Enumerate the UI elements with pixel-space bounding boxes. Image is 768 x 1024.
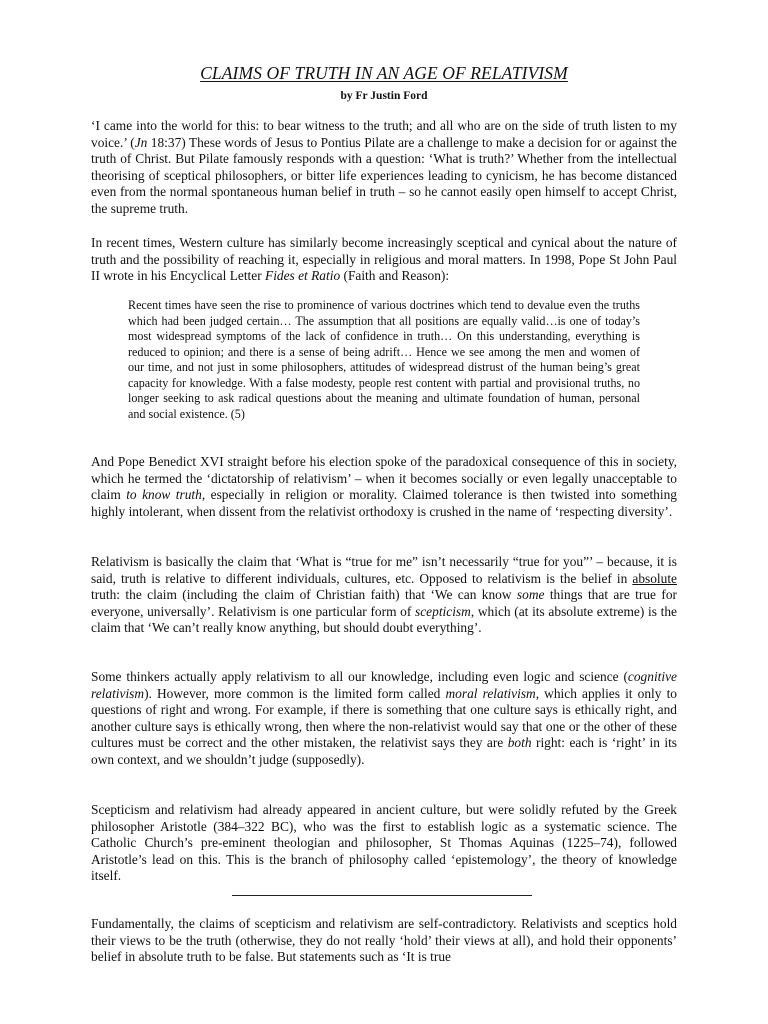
paragraph-5 — [91, 669, 677, 769]
p3-emphasis: to know truth — [126, 487, 202, 503]
p4-underlined: absolute — [632, 570, 677, 586]
document-title: CLAIMS OF TRUTH IN AN AGE OF RELATIVISM — [200, 63, 568, 83]
block-quote: Recent times have seen the rise to prominence of various doctrines which tend to devalue even the truths which had been judged certain… The assumption that all positions are equally valid…is one of today’s most widespread symptoms of the lack of confidence in truth… On this understanding, everything is reduced to opinion; and there is a sense of being adrift… Hence we see among the men and women of our time, and not just in some philosophers, attitudes of widespread distrust of the human being’s great capacity for knowledge. With a false modesty, people rest content with partial and provisional truths, no longer seeking to ask radical questions about the meaning and ultimate foundation of human, personal and social existence. (5) — [128, 298, 640, 421]
p1-text-b: 18:37) These words of Jesus to Pontius Pilate are a challenge to make a decision for or against the truth of Christ. But Pilate famously responds with a question: ‘What is truth?’ Whether from the intellectual theorising of sceptical philosophers, or bitter life experiences leading to cynicism, he has become distanced even from the normal spontaneous human belief in truth – so he cannot easily open himself to accept Christ, the supreme truth. — [91, 134, 677, 216]
p3-text-b: , especially in religion or morality. Claimed tolerance is then twisted into something highly intolerant, when dissent from the relativist orthodoxy is crushed in the name of ‘respecting diversity’. — [91, 487, 677, 519]
paragraph-1 — [91, 118, 677, 218]
p4-text-a: Relativism is basically the claim that ‘What is “true for me” isn’t necessarily “true for you”’ – because, it is said, truth is relative to different individuals, cultures, etc. Opposed to relativism is the belief in — [91, 554, 677, 586]
p5-text-b: ). However, more common is the limited form called — [144, 685, 446, 701]
p4-emphasis-1: some — [516, 587, 545, 603]
paragraph-6: Scepticism and relativism had already appeared in ancient culture, but were solidly refuted by the Greek philosopher Aristotle (384–322 BC), who was the first to establish logic as a systematic science. The Catholic Church’s pre-eminent theologian and philosopher, St Thomas Aquinas (1225–74), followed Aristotle’s lead on this. This is the branch of philosophy called ‘epistemology’, the theory of knowledge itself. — [91, 802, 677, 884]
p5-emphasis-1: cognitive relativism — [91, 669, 677, 701]
paragraph-3 — [91, 454, 677, 520]
document-author: by Fr Justin Ford — [340, 90, 428, 102]
p5-text-c: , which applies it only to questions of right and wrong. For example, if there is something that one culture says is ethically right, and another culture says is ethically wrong, then where the non-relativist would say that one or the other of these cultures must be correct and the other mistaken, the relativist says they are — [91, 685, 678, 751]
paragraph-7: Fundamentally, the claims of scepticism and relativism are self-contradictory. Relativists and sceptics hold their views to be the truth (otherwise, they do not really ‘hold’ their views at all), and hold their opponents’ belief in absolute truth to be false. But statements such as ‘It is true — [91, 916, 677, 965]
p5-emphasis-3: both — [507, 735, 532, 751]
p4-text-c: things that are true for everyone, universally’. Relativism is one particular form of — [91, 587, 677, 619]
paragraph-2 — [91, 235, 677, 285]
p3-text-a: And Pope Benedict XVI straight before his election spoke of the paradoxical consequence of this in society, which he termed the ‘dictatorship of relativism’ – when it becomes socially or even legally unacceptable to claim — [91, 454, 677, 503]
p4-emphasis-2: scepticism — [415, 603, 471, 619]
p5-text-a: Some thinkers actually apply relativism to all our knowledge, including even logic and science ( — [91, 669, 628, 684]
p2-work-title: Fides et Ratio — [265, 268, 341, 284]
p4-text-b: truth: the claim (including the claim of Christian faith) that ‘We can know — [91, 587, 517, 603]
p2-text-b: (Faith and Reason): — [340, 268, 450, 284]
paragraph-4 — [91, 554, 677, 637]
p5-text-d: right: each is ‘right’ in its own context, and we shouldn’t judge (supposedly). — [91, 735, 678, 767]
p1-reference: Jn — [134, 134, 148, 150]
p2-text-a: In recent times, Western culture has similarly become increasingly sceptical and cynical about the nature of truth and the possibility of reaching it, especially in religious and moral matters. In 1998, Pope St John Paul II wrote in his Encyclical Letter — [91, 235, 677, 284]
p1-text-a: ‘I came into the world for this: to bear witness to the truth; and all who are on the side of truth listen to my voice.’ ( — [91, 118, 677, 150]
p5-emphasis-2: moral relativism — [445, 685, 536, 701]
section-divider — [232, 895, 532, 896]
p4-text-d: , which (at its absolute extreme) is the claim that ‘We can’t really know anything, but should doubt everything’. — [91, 603, 677, 636]
